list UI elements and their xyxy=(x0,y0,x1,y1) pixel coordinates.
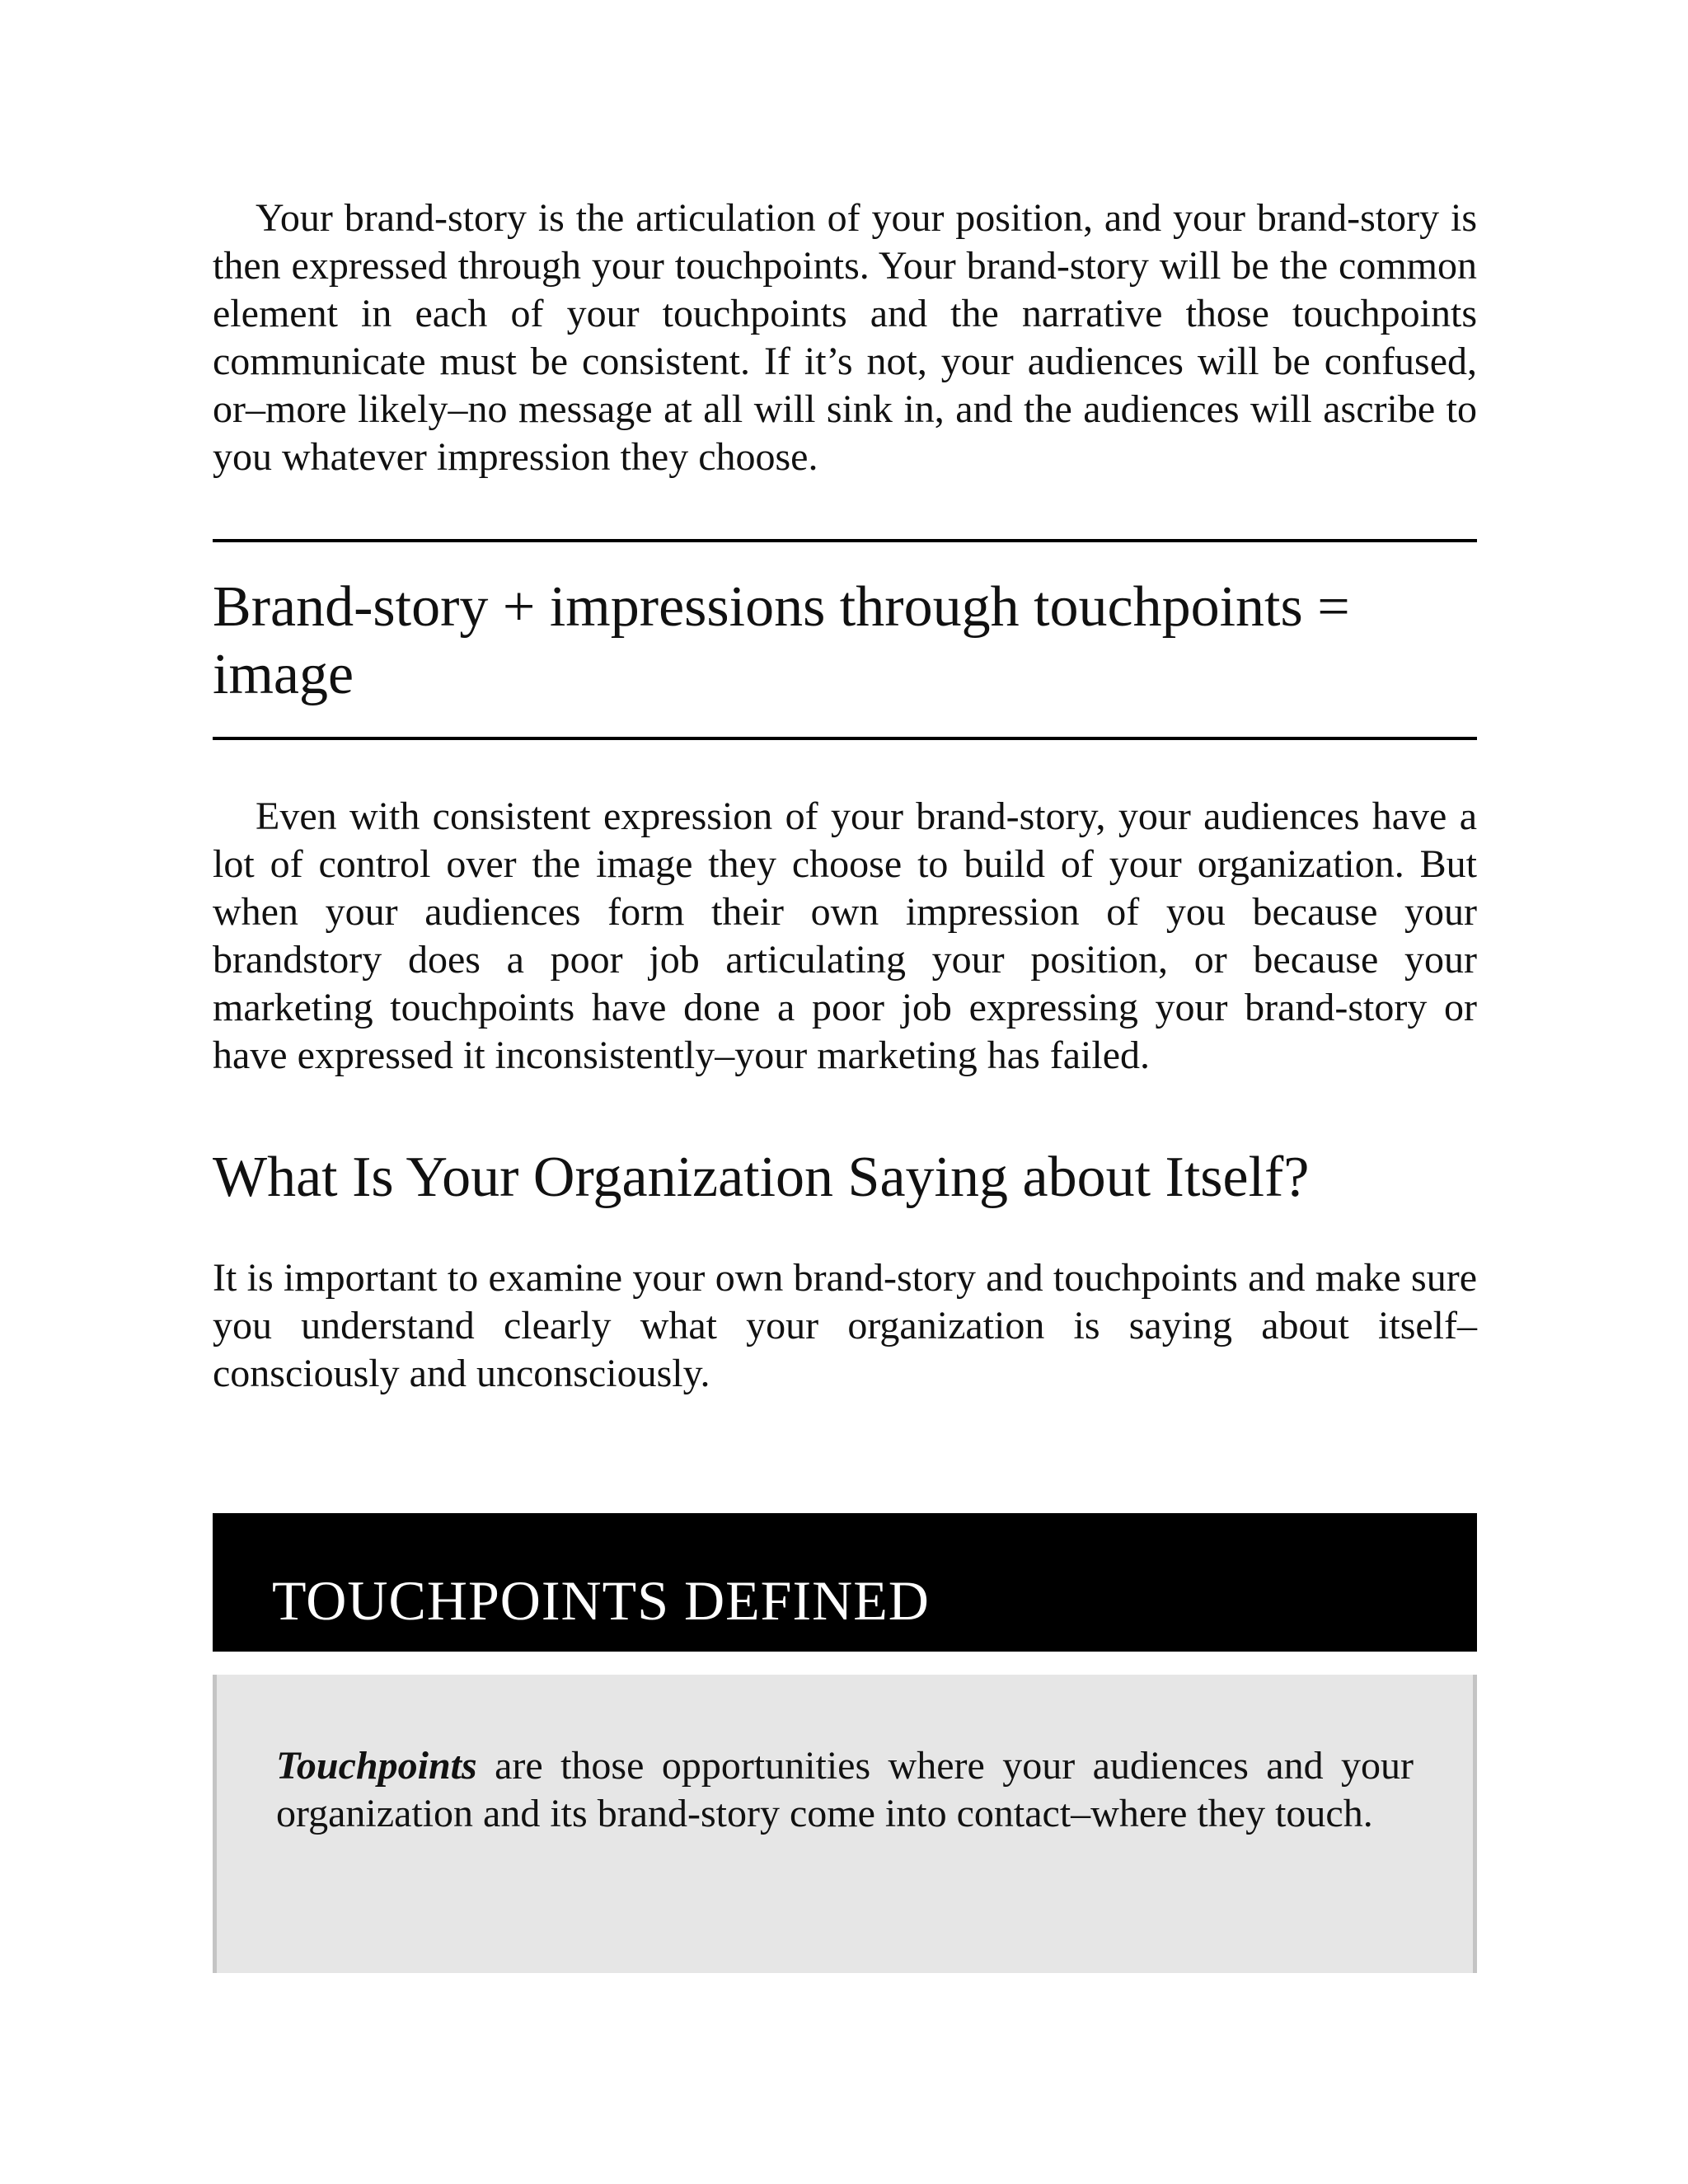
page-content xyxy=(213,194,1477,1973)
definition-box-title: TOUCHPOINTS DEFINED xyxy=(272,1569,930,1632)
pull-quote-bottom-rule xyxy=(213,737,1477,740)
definition-term: Touchpoints xyxy=(276,1744,477,1788)
pull-quote-top-rule xyxy=(213,539,1477,542)
body-paragraph: It is important to examine your own brand-story and touchpoints and make sure you understand clearly what your organization is saying about itself–consciously and unconsciously. xyxy=(213,1256,1477,1395)
body-paragraph: Your brand-story is the articulation of your position, and your brand-story is then expressed through your touchpoints. Your brand-story will be the common element in each of your touchpoints and the narrative those touchpoints communicate must be consistent. If it’s not, your audiences will be confused, or–more likely–no message at all will sink in, and the audiences will ascribe to you whatever impression they choose. xyxy=(213,196,1477,479)
definition-box-body xyxy=(213,1675,1477,1973)
section-heading: What Is Your Organization Saying about Itself? xyxy=(213,1146,1310,1209)
body-paragraph: Even with consistent expression of your brand-story, your audiences have a lot of control over the image they choose to build of your organization. But when your audiences form their own impression of you because your brandstory does a poor job articulating your position, or because your marketing touchpoints have done a poor job expressing your brand-story or have expressed it inconsistently–your marketing has failed. xyxy=(213,794,1477,1077)
pull-quote: Brand-story + impressions through touchpoints = image xyxy=(213,575,1350,706)
definition-description: are those opportunities where your audiences and your organization and its brand-story come into contact–where they touch. xyxy=(276,1744,1414,1835)
definition-text xyxy=(276,1742,1414,1838)
definition-box-header xyxy=(213,1513,1477,1652)
